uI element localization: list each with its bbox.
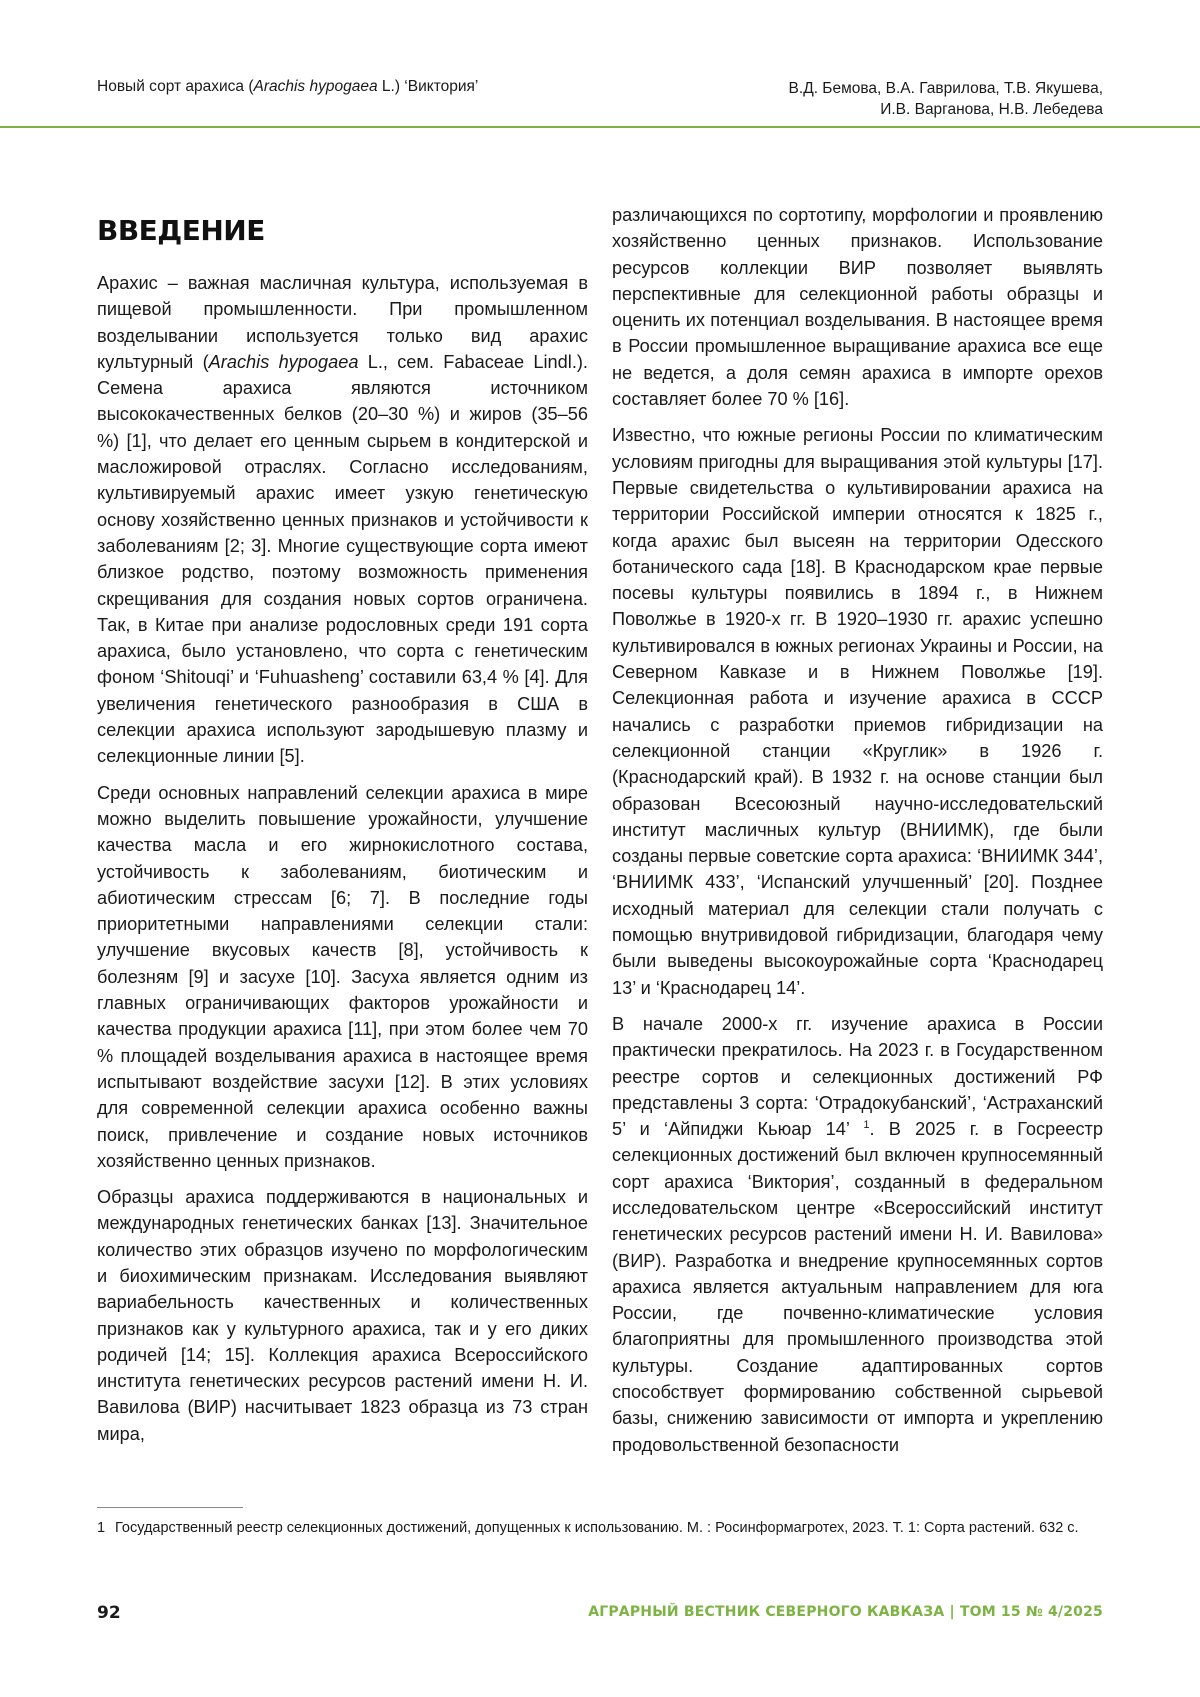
- running-title: Новый сорт арахиса (Arachis hypogaea L.) ‘Виктория’: [97, 78, 479, 95]
- authors-line-2: И.В. Варганова, Н.В. Лебедева: [880, 101, 1103, 118]
- footnote-ref[interactable]: 1: [863, 1119, 870, 1132]
- footnote: [97, 1517, 1103, 1539]
- page-number: 92: [97, 1603, 121, 1623]
- journal-name: АГРАРНЫЙ ВЕСТНИК СЕВЕРНОГО КАВКАЗА | ТОМ 15 № 4/2025: [588, 1604, 1103, 1620]
- left-column: [97, 206, 588, 1457]
- section-title: ВВЕДЕНИЕ: [97, 214, 265, 247]
- paragraph: различающихся по сортотипу, морфологии и проявлению хозяйственно ценных признаков. Использование ресурсов коллекции ВИР позволяет выявлять перспективные для селекционной работы образцы и оценить их потенциал возделывания. В настоящее время в России промышленное выращивание арахиса все еще не ведется, а доля семян арахиса в импорте орехов составляет более 70 % [16].: [612, 205, 1103, 410]
- footnote-text: Государственный реестр селекционных достижений, допущенных к использованию. М. : Росинформагротех, 2023. Т. 1: Сорта растений. 632 с.: [115, 1520, 1079, 1536]
- right-column: [612, 202, 1103, 1468]
- paragraph: Известно, что южные регионы России по климатическим условиям пригодны для выращивания этой культуры [17]. Первые свидетельства о культивировании арахиса на территории Российской империи относятся к 1825 г., когда арахис был высеян на территории Одесского ботанического сада [18]. В Краснодарском крае первые посевы культуры появились в 1894 г., в Нижнем Поволжье в 1920-х гг. В 1920–1930 гг. арахис успешно культивировался в южных регионах Украины и России, на Северном Кавказе и в Нижнем Поволжье [19]. Селекционная работа и изучение арахиса в СССР начались с разработки приемов гибридизации на селекционной станции «Круглик» в 1926 г. (Краснодарский край). В 1932 г. на основе станции был образован Всесоюзный научно-исследовательский институт масличных культур (ВНИИМК), где были созданы первые советские сорта арахиса: ‘ВНИИМК 344’, ‘ВНИИМК 433’, ‘Испанский улучшенный’ [20]. Позднее исходный материал для селекции стали получать с помощью внутривидовой гибридизации, благодаря чему были выведены высокоурожайные сорта ‘Краснодарец 13’ и ‘Краснодарец 14’.: [612, 425, 1103, 998]
- paragraph: Образцы арахиса поддерживаются в национальных и международных генетических банках [13]. Значительное количество этих образцов изучено по морфологическим и биохимическим признакам. Исследования выявляют вариабельность качественных и количественных признаков как у культурного арахиса, так и у его диких родичей [14; 15]. Коллекция арахиса Всероссийского института генетических ресурсов растений имени Н. И. Вавилова (ВИР) насчитывает 1823 образца из 73 стран мира,: [97, 1187, 588, 1444]
- paragraph: Среди основных направлений селекции арахиса в мире можно выделить повышение урожайности, улучшение качества масла и его жирнокислотного состава, устойчивость к заболеваниям, биотическим и абиотическим стрессам [6; 7]. В последние годы приоритетными направлениями селекции стали: улучшение вкусовых качеств [8], устойчивость к болезням [9] и засухе [10]. Засуха является одним из главных ограничивающих факторов урожайности и качества продукции арахиса [11], при этом более чем 70 % площадей возделывания арахиса в настоящее время испытывают воздействие засухи [12]. В этих условиях для современной селекции арахиса особенно важны поиск, привлечение и создание новых источников хозяйственно ценных признаков.: [97, 782, 588, 1171]
- header-rule: [0, 126, 1200, 128]
- running-header: [97, 76, 1103, 120]
- running-authors: [789, 78, 1103, 120]
- footnote-number: 1: [97, 1520, 106, 1536]
- paragraph: Арахис – важная масличная культура, используемая в пищевой промышленности. При промышленном возделывании используется только вид арахис культурный (Arachis hypogaea L., сем. Fabaceae Lindl.). Семена арахиса являются источником высококачественных белков (20–30 %) и жиров (35–56 %) [1], что делает его ценным сырьем в кондитерской и масложировой отраслях. Согласно исследованиям, культивируемый арахис имеет узкую генетическую основу хозяйственно ценных признаков и устойчивости к заболеваниям [2; 3]. Многие существующие сорта имеют близкое родство, поэтому возможность применения скрещивания для создания новых сортов ограничена. Так, в Китае при анализе родословных среди 191 сорта арахиса, было установлено, что сорта с генетическим фоном ‘Shitouqi’ и ‘Fuhuasheng’ составили 63,4 % [4]. Для увеличения генетического разнообразия в США в селекции арахиса используют зародышевую плазму и селекционные линии [5].: [97, 273, 588, 767]
- authors-line-1: В.Д. Бемова, В.А. Гаврилова, Т.В. Якушева,: [788, 80, 1103, 97]
- footnote-divider: [97, 1507, 243, 1508]
- paragraph: В начале 2000-х гг. изучение арахиса в России практически прекратилось. На 2023 г. в Государственном реестре сортов и селекционных достижений РФ представлены 3 сорта: ‘Отрадокубанский’, ‘Астраханский 5’ и ‘Айпиджи Кьюар 14’ $^1$. В 2025 г. в Госреестр селекционных достижений был включен крупносемянный сорт арахиса ‘Виктория’, созданный в федеральном исследовательском центре «Всероссийский институт генетических ресурсов растений имени Н. И. Вавилова» (ВИР). Разработка и внедрение крупносемянных сортов арахиса является актуальным направлением для юга России, где почвенно-климатические условия благоприятны для промышленного производства этой культуры. Создание адаптированных сортов способствует формированию собственной сырьевой базы, снижению зависимости от импорта и укреплению продовольственной безопасности: [612, 1013, 1104, 1455]
